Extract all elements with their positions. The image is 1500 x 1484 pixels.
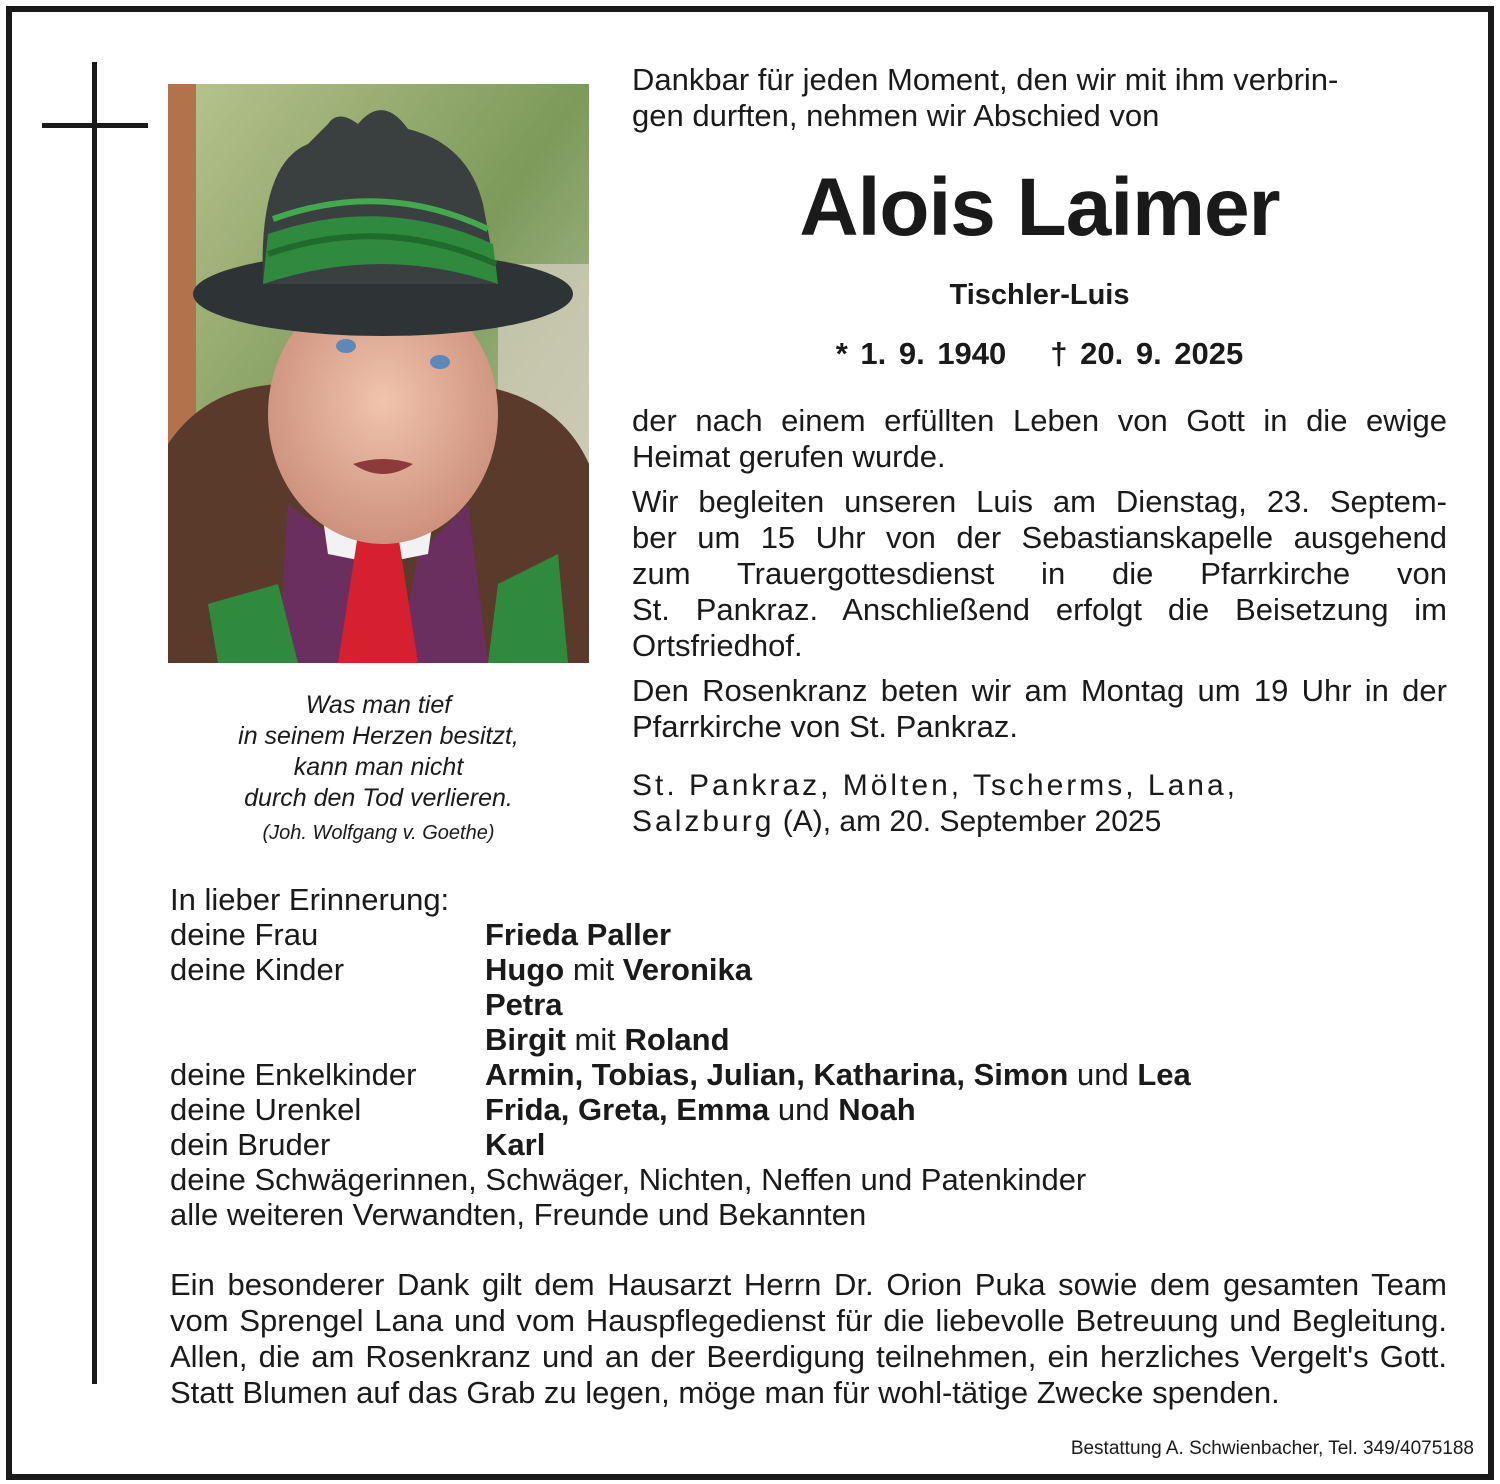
quote-block bbox=[168, 690, 589, 846]
intro-text bbox=[632, 62, 1447, 134]
called-home-text: der nach einem erfüllten Leben von Gott in die ewige Heimat gerufen wurde. bbox=[632, 403, 1447, 474]
relative-name: Armin, Tobias, Julian, Katharina, Simon bbox=[485, 1057, 1069, 1092]
birth-date: * 1. 9. 1940 bbox=[835, 336, 1007, 371]
family-row bbox=[170, 1127, 1450, 1162]
thanks-text: Ein besonderer Dank gilt dem Hausarzt Herrn Dr. Orion Puka sowie dem gesamten Team vom Sprengel Lana und vom Hauspflegedienst für die liebevolle Betreuung und Begleitung. Allen, die am Rosenkranz und an der Beerdigung teilnehmen, ein herzliches Vergelt's Gott. Statt Blumen auf das Grab zu legen, möge man für wohl-tätige Zwecke spenden. bbox=[170, 1267, 1447, 1410]
connector-text: und bbox=[1068, 1057, 1138, 1092]
funeral-line: Ortsfriedhof. bbox=[632, 628, 803, 663]
cross-icon-bar bbox=[42, 123, 148, 128]
place-line: St. Pankraz, Mölten, Tscherms, Lana, bbox=[632, 769, 1239, 802]
inlaws-line: deine Schwägerinnen, Schwäger, Nichten, Neffen und Patenkinder bbox=[170, 1162, 1087, 1197]
place-line bbox=[632, 804, 1447, 840]
life-dates bbox=[632, 335, 1447, 373]
connector-text: und bbox=[769, 1092, 839, 1127]
relation-label: deine Frau bbox=[170, 917, 319, 952]
connector-text: mit bbox=[565, 1022, 625, 1057]
family-row bbox=[170, 917, 1450, 952]
relative-name: Lea bbox=[1137, 1057, 1191, 1092]
relative-name: Birgit bbox=[485, 1022, 566, 1057]
cross-icon bbox=[92, 62, 97, 1384]
rosary-text: Den Rosenkranz beten wir am Montag um 19 Uhr in der Pfarrkirche von St. Pankraz. bbox=[632, 673, 1447, 744]
funeral-line: zum Trauergottesdienst in die Pfarrkirche von bbox=[632, 556, 1447, 591]
quote-line: Was man tief bbox=[305, 691, 452, 719]
family-row bbox=[170, 952, 1450, 987]
quote-line: kann man nicht bbox=[293, 753, 464, 781]
death-date: † 20. 9. 2025 bbox=[1050, 336, 1244, 371]
deceased-name: Alois Laimer bbox=[799, 162, 1280, 253]
family-list bbox=[170, 882, 1450, 1232]
funeral-line: Wir begleiten unseren Luis am Dienstag, 23. Septem- bbox=[632, 484, 1447, 519]
relation-label: dein Bruder bbox=[170, 1127, 331, 1162]
deceased-nickname: Tischler-Luis bbox=[949, 279, 1130, 311]
relative-name: Frieda Paller bbox=[485, 917, 672, 952]
relative-name: Karl bbox=[485, 1127, 546, 1162]
quote-line: in seinem Herzen besitzt, bbox=[238, 722, 519, 750]
connector-text: mit bbox=[564, 952, 623, 987]
intro-line: gen durften, nehmen wir Abschied von bbox=[632, 98, 1160, 133]
family-heading: In lieber Erinnerung: bbox=[170, 882, 450, 917]
others-line: alle weiteren Verwandten, Freunde und Bekannten bbox=[170, 1197, 867, 1232]
relative-name: Noah bbox=[838, 1092, 916, 1127]
relative-name: Veronika bbox=[622, 952, 753, 987]
relative-name: Petra bbox=[485, 987, 563, 1022]
family-row bbox=[170, 1057, 1450, 1092]
funeral-text bbox=[632, 484, 1447, 664]
place-name: Salzburg bbox=[632, 805, 775, 838]
place-date-text: (A), am 20. September 2025 bbox=[774, 805, 1162, 838]
relation-label: deine Kinder bbox=[170, 952, 345, 987]
portrait-illustration bbox=[168, 84, 589, 663]
relative-name: Frida, Greta, Emma bbox=[485, 1092, 770, 1127]
family-row bbox=[170, 987, 1450, 1022]
funeral-line: St. Pankraz. Anschließend erfolgt die Beisetzung im bbox=[632, 592, 1447, 627]
intro-line: Dankbar für jeden Moment, den wir mit ihm verbrin- bbox=[632, 62, 1339, 97]
relative-name: Roland bbox=[624, 1022, 730, 1057]
funeral-line: ber um 15 Uhr von der Sebastianskapelle ausgehend bbox=[632, 520, 1447, 555]
quote-line: durch den Tod verlieren. bbox=[244, 784, 513, 812]
relation-label: deine Enkelkinder bbox=[170, 1057, 417, 1092]
family-row bbox=[170, 1092, 1450, 1127]
relative-name: Hugo bbox=[485, 952, 565, 987]
portrait-photo bbox=[168, 84, 589, 663]
funeral-home-footer: Bestattung A. Schwienbacher, Tel. 349/4075188 bbox=[1070, 1438, 1474, 1459]
family-row bbox=[170, 1022, 1450, 1057]
quote-source: (Joh. Wolfgang v. Goethe) bbox=[262, 822, 495, 844]
place-date bbox=[632, 768, 1447, 840]
relation-label: deine Urenkel bbox=[170, 1092, 362, 1127]
